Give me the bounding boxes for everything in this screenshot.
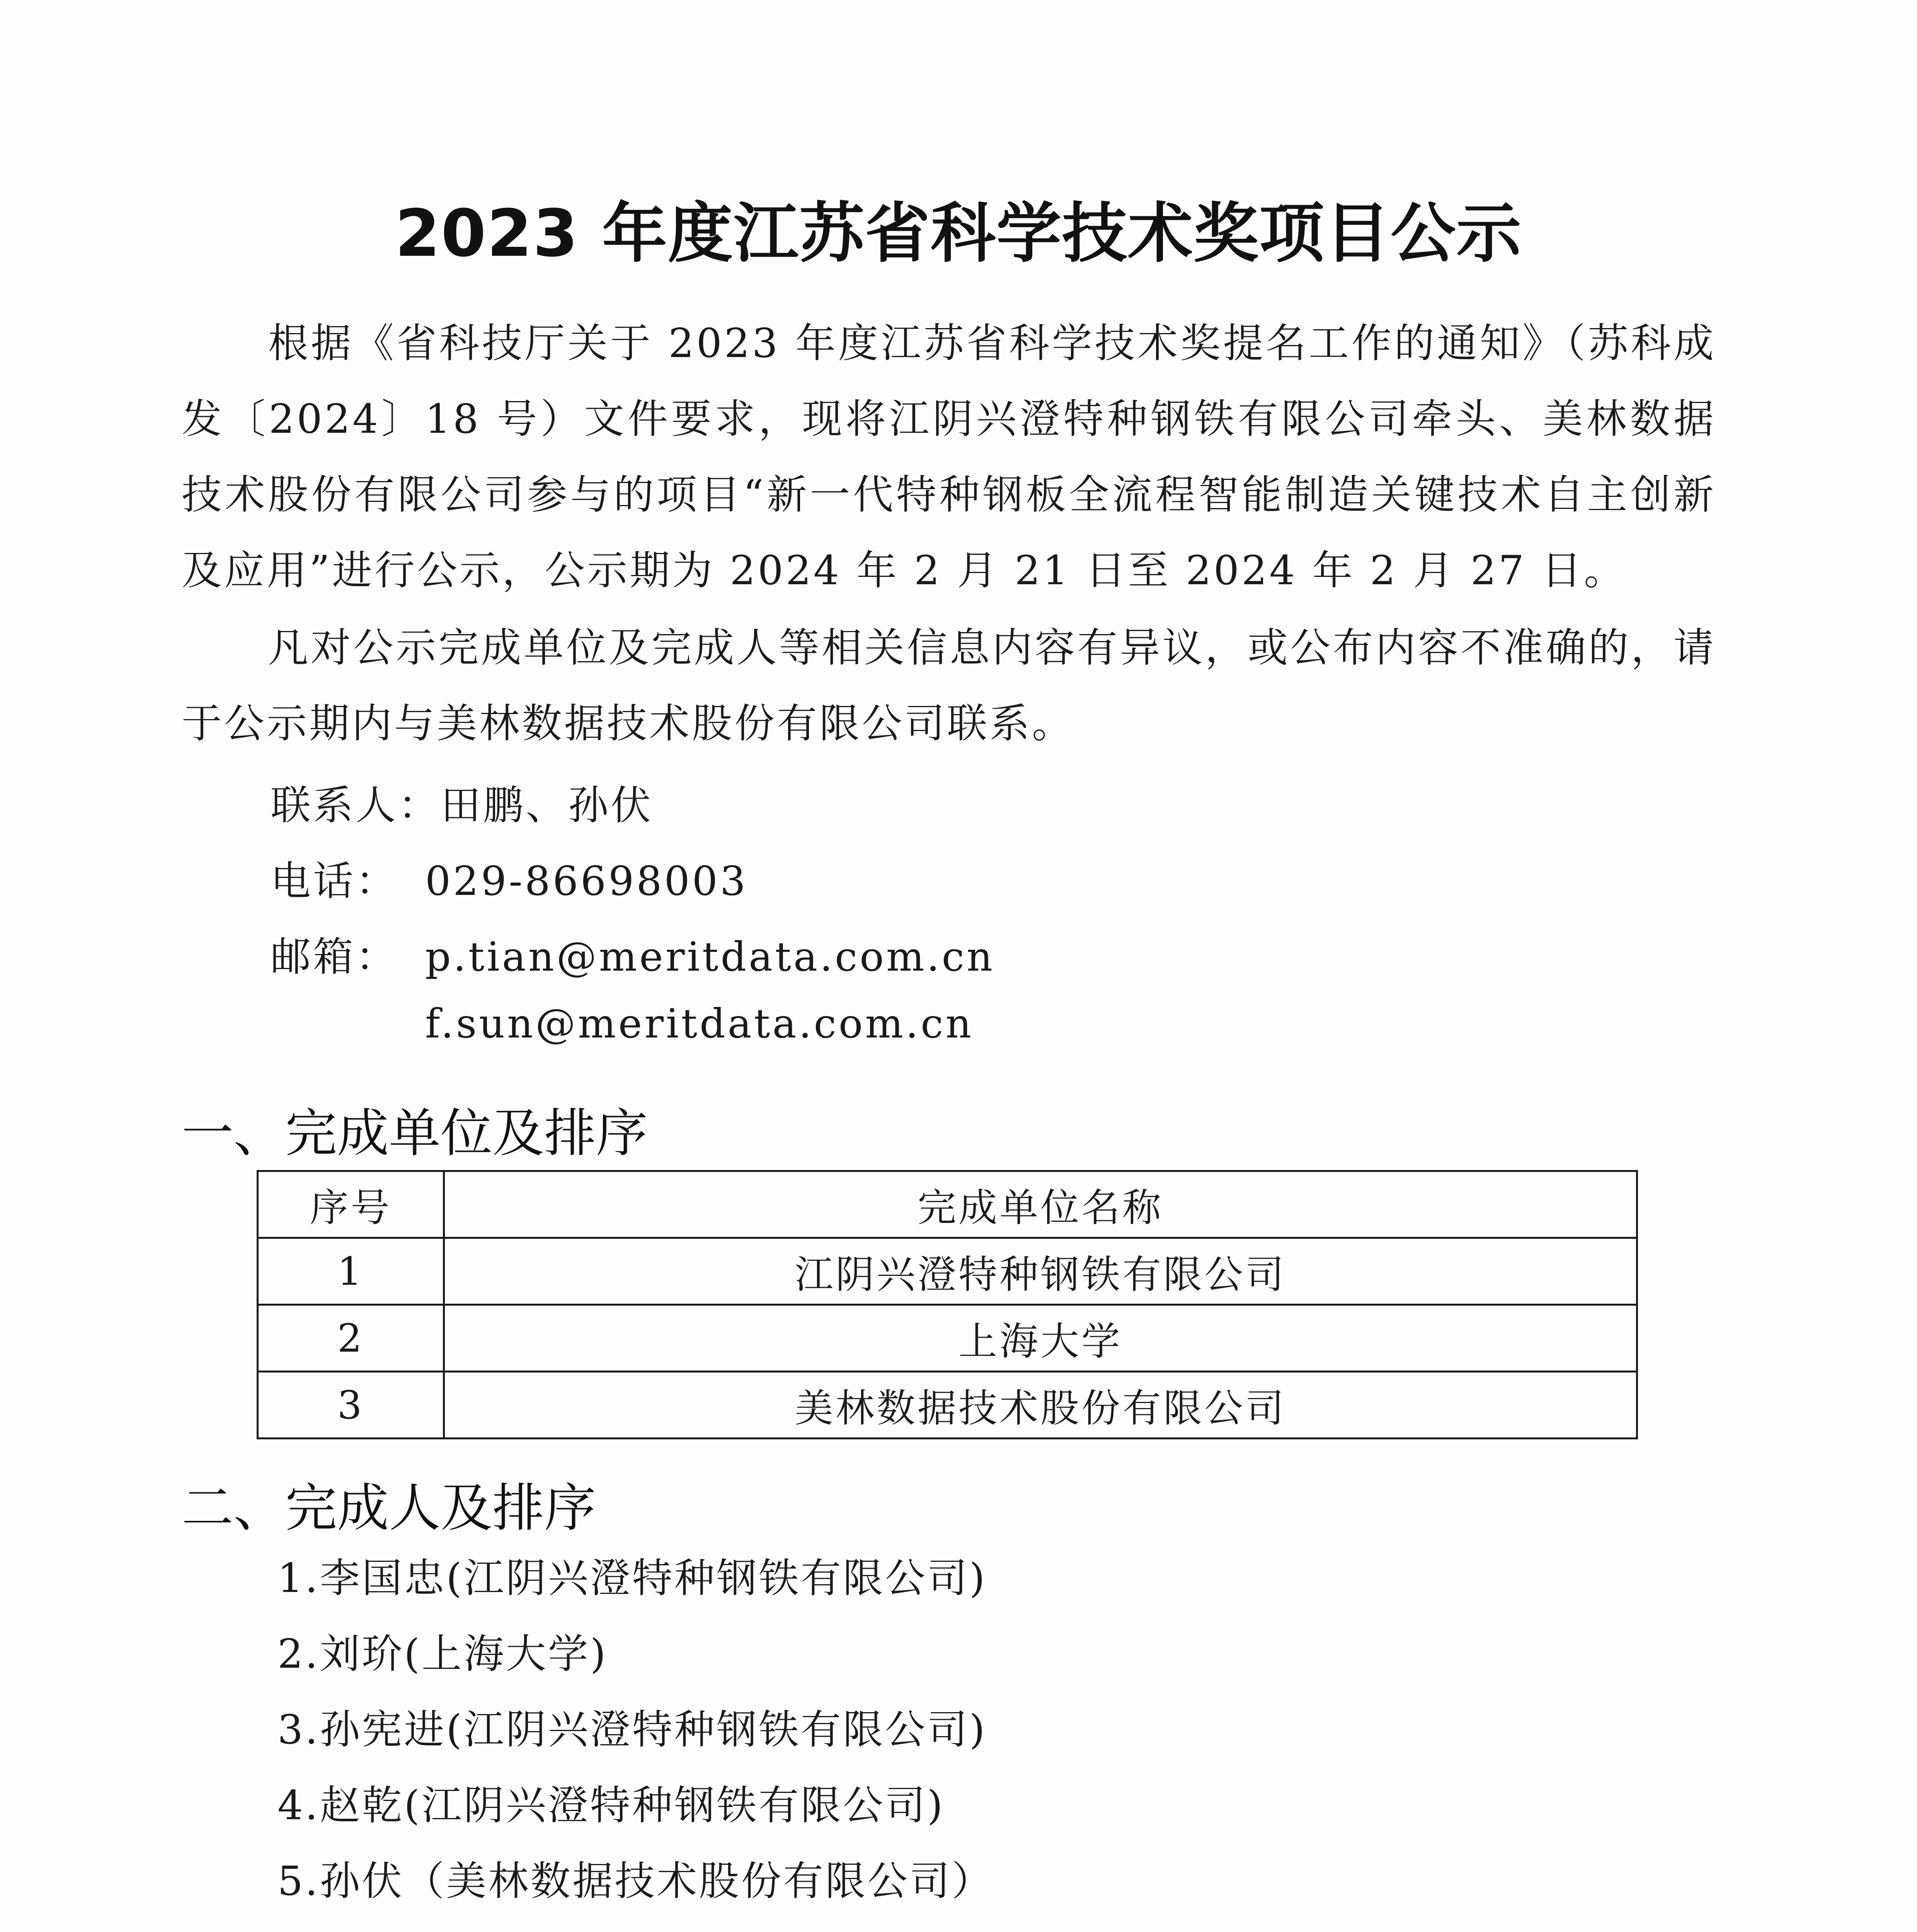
- row-index: 1: [258, 1238, 444, 1305]
- list-item: 3.孙宪进(江阴兴澄特种钢铁有限公司): [278, 1706, 987, 1753]
- contact-email-2: f.sun@meritdata.com.cn: [425, 1000, 974, 1047]
- section2-heading: 二、完成人及排序: [182, 1478, 596, 1538]
- contact-email-row: [271, 924, 995, 982]
- contact-email-1: p.tian@meritdata.com.cn: [425, 933, 995, 980]
- list-item: 2.刘玠(上海大学): [278, 1630, 608, 1677]
- units-table: [257, 1170, 1638, 1439]
- table-row: [258, 1372, 1637, 1439]
- table-row: [258, 1305, 1637, 1372]
- contact-email-label: 邮箱：: [271, 933, 398, 980]
- contact-person-value: 田鹏、孙伏: [441, 782, 654, 829]
- page-title: 2023 年度江苏省科学技术奖项目公示: [395, 196, 1522, 271]
- list-item: [278, 1924, 987, 1932]
- contact-person-label: 联系人：: [271, 782, 441, 829]
- intro-paragraph-2: 凡对公示完成单位及完成人等相关信息内容有异议，或公布内容不准确的，请于公示期内与美林数据技术股份有限公司联系。: [182, 624, 1716, 747]
- unit-name: 江阴兴澄特种钢铁有限公司: [444, 1238, 1637, 1305]
- list-item: 1.李国忠(江阴兴澄特种钢铁有限公司): [278, 1554, 987, 1602]
- unit-name: 美林数据技术股份有限公司: [444, 1372, 1637, 1439]
- list-item: 5.孙伏（美林数据技术股份有限公司）: [278, 1857, 994, 1905]
- column-header: 完成单位名称: [444, 1171, 1637, 1238]
- row-index: 3: [258, 1372, 444, 1439]
- table-header-row: [258, 1171, 1637, 1238]
- table-row: [258, 1238, 1637, 1305]
- contact-person-row: [271, 773, 653, 831]
- section1-heading: 一、完成单位及排序: [182, 1103, 648, 1163]
- intro-paragraph-1: 根据《省科技厅关于 2023 年度江苏省科学技术奖提名工作的通知》（苏科成发〔2024〕18 号）文件要求，现将江阴兴澄特种钢铁有限公司牵头、美林数据技术股份有限公司参与的项目“新一代特种钢板全流程智能制造关键技术自主创新及应用”进行公示，公示期为 2024 年 2 月 21 日至 2024 年 2 月 27 日。: [182, 320, 1716, 594]
- contact-phone-row: [271, 849, 748, 906]
- contact-phone-label: 电话：: [271, 857, 398, 905]
- list-item: 4.赵乾(江阴兴澄特种钢铁有限公司): [278, 1782, 945, 1829]
- row-index: 2: [258, 1305, 444, 1372]
- unit-name: 上海大学: [444, 1305, 1637, 1372]
- contact-phone-value: 029-86698003: [425, 857, 748, 905]
- column-header: 序号: [258, 1171, 444, 1238]
